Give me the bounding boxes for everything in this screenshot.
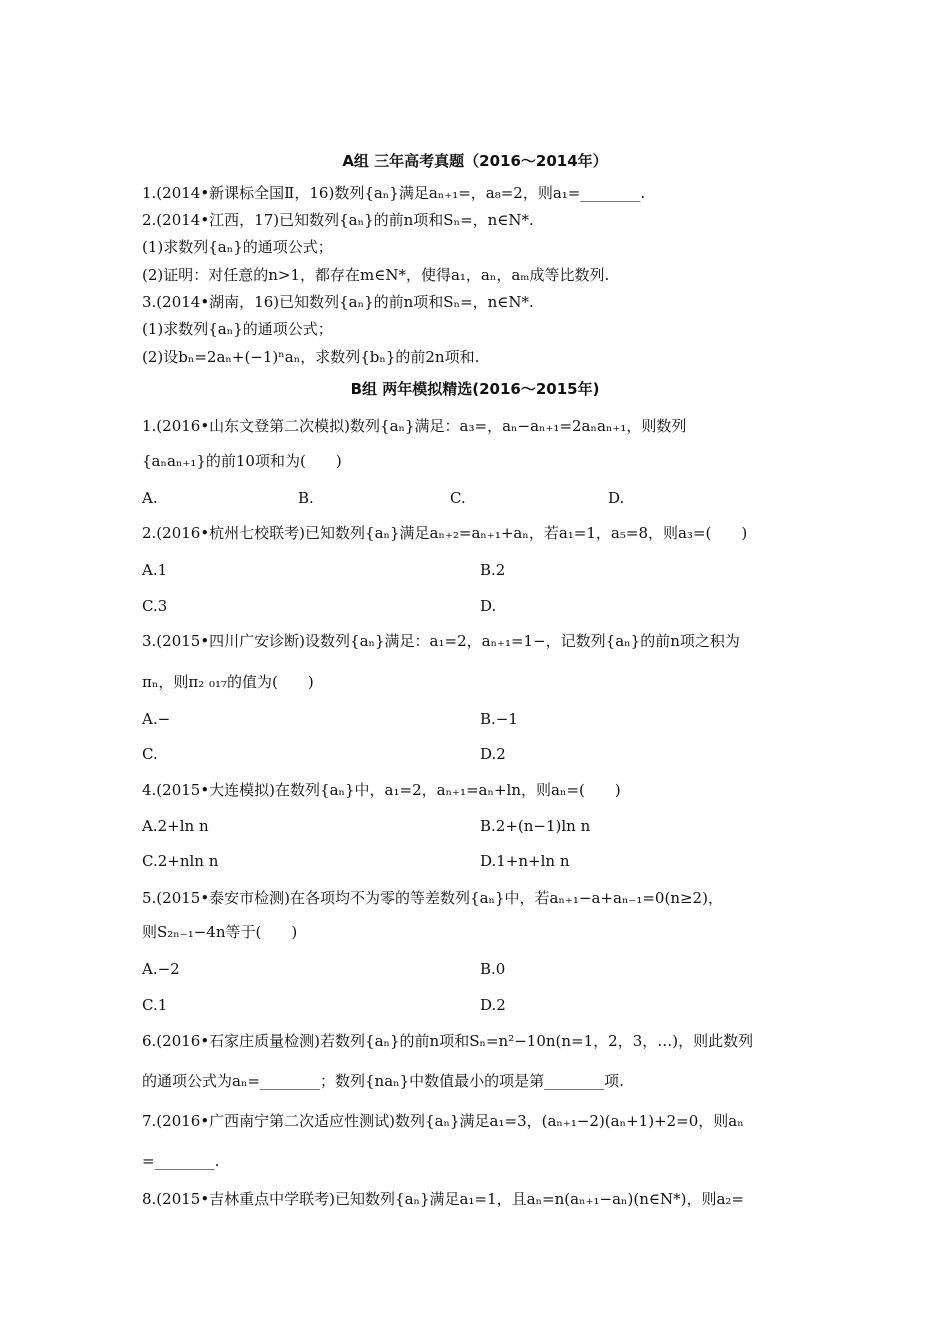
option-b2-d: D. (480, 597, 497, 615)
option-b4-c: C.2+nln n (142, 852, 219, 870)
option-b1-a: A. (142, 489, 158, 507)
question-a2: 2.(2014•江西，17)已知数列{aₙ}的前n项和Sₙ=，n∈N*. (142, 211, 534, 229)
question-a2-part1: (1)求数列{aₙ}的通项公式； (142, 238, 333, 256)
question-b2: 2.(2016•杭州七校联考)已知数列{aₙ}满足aₙ₊₂=aₙ₊₁+aₙ，若a₁=1，a₅=8，则a₃=( ) (142, 524, 748, 542)
question-b8-line1: 8.(2015•吉林重点中学联考)已知数列{aₙ}满足a₁=1，且aₙ=n(aₙ₊₁−aₙ)(n∈N*)，则a₂= (142, 1190, 744, 1208)
option-b3-d: D.2 (480, 745, 506, 763)
option-b3-a: A.− (142, 710, 171, 728)
question-b6-line2: 的通项公式为aₙ=________；数列{naₙ}中数值最小的项是第________项. (142, 1072, 624, 1090)
option-b5-c: C.1 (142, 996, 168, 1014)
question-b5-line1: 5.(2015•泰安市检测)在各项均不为零的等差数列{aₙ}中，若aₙ₊₁−a+aₙ₋₁=0(n≥2)， (142, 889, 723, 907)
option-b5-a: A.−2 (142, 960, 180, 978)
option-b4-d: D.1+n+ln n (480, 852, 570, 870)
question-b4: 4.(2015•大连模拟)在数列{aₙ}中，a₁=2，aₙ₊₁=aₙ+ln，则aₙ=( ) (142, 781, 621, 799)
option-b4-a: A.2+ln n (142, 817, 209, 835)
section-b-heading: B组 两年模拟精选(2016～2015年) (350, 380, 600, 398)
option-b5-d: D.2 (480, 996, 506, 1014)
question-b7-line1: 7.(2016•广西南宁第二次适应性测试)数列{aₙ}满足a₁=3，(aₙ₊₁−2)(aₙ+1)+2=0，则aₙ (142, 1112, 744, 1130)
option-b2-b: B.2 (480, 561, 506, 579)
question-b1-line1: 1.(2016•山东文登第二次模拟)数列{aₙ}满足：a₃=，aₙ−aₙ₊₁=2aₙaₙ₊₁，则数列 (142, 417, 687, 435)
question-b6-line1: 6.(2016•石家庄质量检测)若数列{aₙ}的前n项和Sₙ=n²−10n(n=1，2，3，…)，则此数列 (142, 1032, 754, 1050)
question-b5-line2: 则S₂ₙ₋₁−4n等于( ) (142, 923, 298, 941)
question-a3-part2: (2)设bₙ=2aₙ+(−1)ⁿaₙ，求数列{bₙ}的前2n项和. (142, 348, 480, 366)
question-a3-part1: (1)求数列{aₙ}的通项公式； (142, 320, 333, 338)
option-b4-b: B.2+(n−1)ln n (480, 817, 591, 835)
question-a1: 1.(2014•新课标全国Ⅱ，16)数列{aₙ}满足aₙ₊₁=，a₈=2，则a₁=________. (142, 184, 646, 202)
option-b2-c: C.3 (142, 597, 168, 615)
question-a2-part2: (2)证明：对任意的n>1，都存在m∈N*，使得a₁，aₙ，aₘ成等比数列. (142, 266, 610, 284)
option-b3-b: B.−1 (480, 710, 518, 728)
option-b2-a: A.1 (142, 561, 168, 579)
option-b1-b: B. (298, 489, 314, 507)
question-b3-line2: πₙ，则π₂ ₀₁₇的值为( ) (142, 673, 314, 691)
question-b3-line1: 3.(2015•四川广安诊断)设数列{aₙ}满足：a₁=2，aₙ₊₁=1−，记数列{aₙ}的前n项之积为 (142, 632, 740, 650)
option-b1-d: D. (608, 489, 625, 507)
question-b7-line2: =________. (142, 1152, 220, 1170)
option-b1-c: C. (450, 489, 466, 507)
question-b1-line2: {aₙaₙ₊₁}的前10项和为( ) (142, 452, 342, 470)
question-a3: 3.(2014•湖南，16)已知数列{aₙ}的前n项和Sₙ=，n∈N*. (142, 293, 534, 311)
section-a-heading: A组 三年高考真题（2016～2014年） (342, 152, 608, 170)
option-b5-b: B.0 (480, 960, 506, 978)
option-b3-c: C. (142, 745, 158, 763)
